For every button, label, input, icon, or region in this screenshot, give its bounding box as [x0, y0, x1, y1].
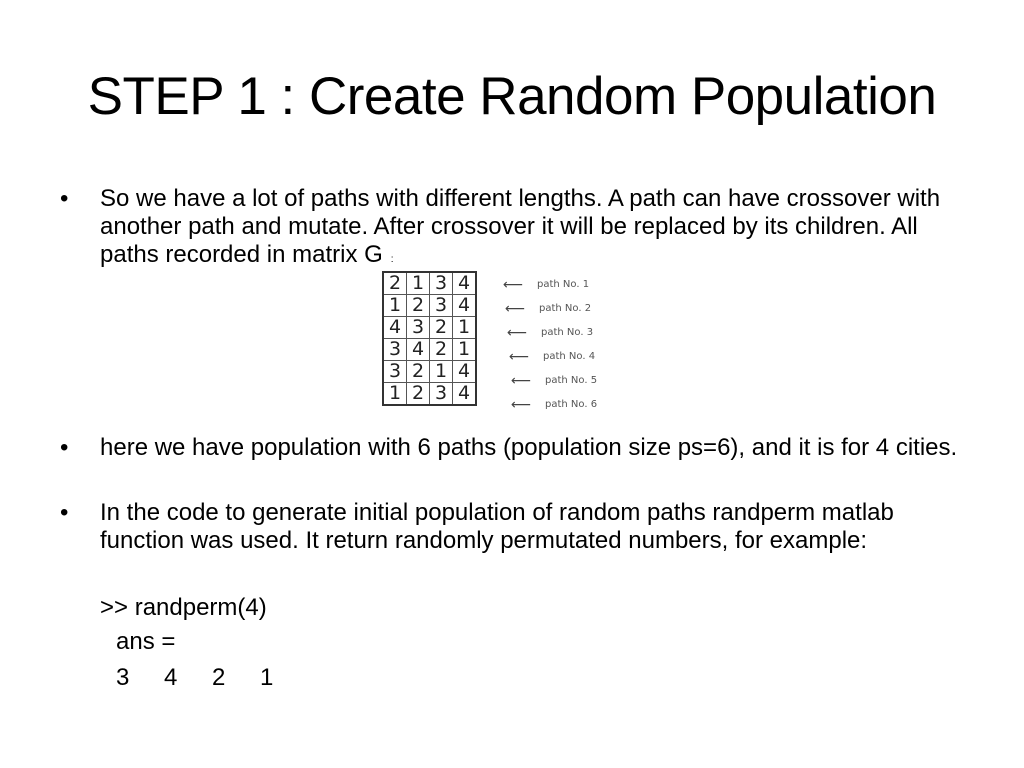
path-label: path No. 6 [545, 398, 598, 410]
code-ans-label: ans = [116, 628, 176, 655]
matrix-cell: 3 [383, 361, 407, 383]
path-label: path No. 1 [537, 278, 590, 290]
path-label: path No. 4 [543, 350, 596, 362]
matrix-cell: 3 [407, 317, 430, 339]
matrix-cell: 4 [453, 383, 477, 406]
bullet-text: here we have population with 6 paths (population size ps=6), and it is for 4 cities. [100, 434, 958, 461]
matrix-cell: 3 [430, 295, 453, 317]
bullet-item-1 [60, 185, 960, 274]
path-label: path No. 3 [541, 326, 594, 338]
bullet-suffix: : [390, 254, 394, 265]
ans-value: 4 [164, 664, 178, 691]
matrix-cell: 3 [430, 383, 453, 406]
path-label: path No. 5 [545, 374, 598, 386]
matrix-row [383, 295, 476, 317]
bullet-text [100, 185, 960, 274]
matrix-g [382, 271, 477, 406]
bullet-marker: • [60, 499, 69, 526]
bullet-text: In the code to generate initial population of random paths randperm matlab function was used. It return randomly permutated numbers, for example: [100, 499, 894, 554]
matrix-cell: 1 [383, 295, 407, 317]
matrix-cell: 4 [453, 272, 477, 295]
matrix-cell: 1 [453, 317, 477, 339]
matrix-row [383, 272, 476, 295]
matrix-cell: 4 [453, 361, 477, 383]
matrix-row [383, 383, 476, 406]
matrix-cell: 2 [407, 383, 430, 406]
matrix-cell: 2 [407, 361, 430, 383]
matrix-cell: 2 [430, 339, 453, 361]
path-label-row [509, 344, 595, 368]
left-arrow-icon: ⟵ [505, 299, 526, 316]
matrix-cell: 4 [453, 295, 477, 317]
bullet-text-content: So we have a lot of paths with different lengths. A path can have crossover with another path and mutate. After crossover it will be replaced by its children. All paths recorded in matrix G [100, 185, 941, 268]
ans-value: 1 [260, 664, 274, 691]
path-label-row [505, 296, 591, 320]
matrix-cell: 3 [430, 272, 453, 295]
left-arrow-icon: ⟵ [503, 275, 524, 292]
matrix-cell: 1 [453, 339, 477, 361]
left-arrow-icon: ⟵ [511, 371, 532, 388]
matrix-cell: 1 [383, 383, 407, 406]
matrix-row [383, 317, 476, 339]
bullet-marker: • [60, 185, 69, 212]
matrix-cell: 2 [383, 272, 407, 295]
left-arrow-icon: ⟵ [509, 347, 530, 364]
bullet-item-3 [60, 499, 960, 555]
path-label-row [507, 320, 593, 344]
bullet-item-2 [60, 434, 960, 462]
matrix-cell: 2 [407, 295, 430, 317]
path-label: path No. 2 [539, 302, 592, 314]
slide-title: STEP 1 : Create Random Population [87, 67, 937, 126]
matrix-cell: 1 [407, 272, 430, 295]
left-arrow-icon: ⟵ [507, 323, 528, 340]
matrix-cell: 2 [430, 317, 453, 339]
path-label-row [511, 392, 597, 416]
code-command: >> randperm(4) [100, 594, 267, 621]
ans-value: 3 [116, 664, 130, 691]
matrix-cell: 4 [407, 339, 430, 361]
left-arrow-icon: ⟵ [511, 395, 532, 412]
matrix-cell: 4 [383, 317, 407, 339]
path-label-row [511, 368, 597, 392]
matrix-cell: 3 [383, 339, 407, 361]
path-label-row [503, 272, 589, 296]
bullet-marker: • [60, 434, 69, 461]
matrix-row [383, 339, 476, 361]
matrix-table [382, 271, 477, 406]
matrix-row [383, 361, 476, 383]
ans-value: 2 [212, 664, 226, 691]
code-ans-values [116, 664, 273, 692]
matrix-cell: 1 [430, 361, 453, 383]
